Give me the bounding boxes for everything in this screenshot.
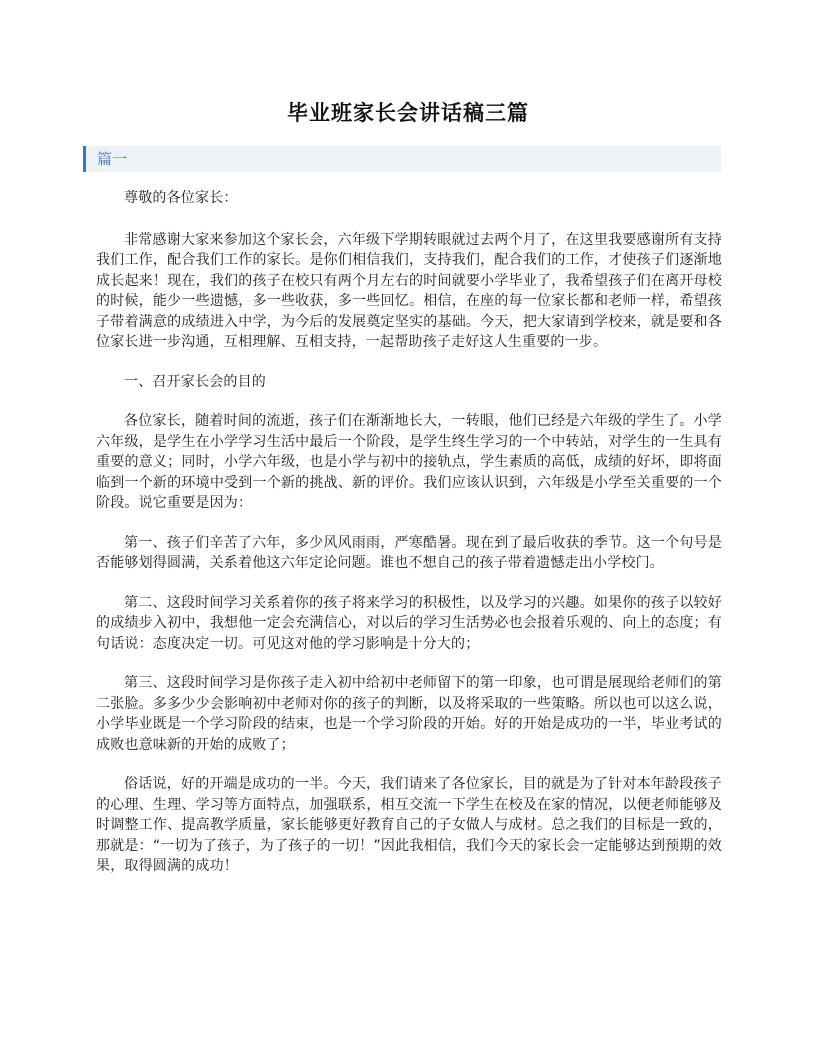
section-heading: 一、召开家长会的目的: [124, 373, 266, 390]
body-paragraph: 各位家长，随着时间的流逝，孩子们在渐渐地长大，一转眼，他们已经是六年级的学生了。小学六年级，是学生在小学学习生活中最后一个阶段，是学生终生学习的一个中转站，对学生的一生具有重要的意义；同时，小学六年级，也是小学与初中的接轨点，学生素质的高低，成绩的好坏，即将面临到一个新的环境中受到一个新的挑战、新的评价。我们应该认识到，六年级是小学至关重要的一个阶段。说它重要是因为：: [96, 413, 722, 511]
section-label: 篇一: [97, 150, 128, 168]
document-title: 毕业班家长会讲话稿三篇: [287, 100, 529, 125]
intro-paragraph: 非常感谢大家来参加这个家长会，六年级下学期转眼就过去两个月了，在这里我要感谢所有支持我们工作，配合我们工作的家长。是你们相信我们，支持我们，配合我们的工作，才使孩子们逐渐地成长起来！现在，我们的孩子在校只有两个月左右的时间就要小学毕业了，我希望孩子们在离开母校的时候，能少一些遗憾，多一些收获，多一些回忆。相信，在座的每一位家长都和老师一样，希望孩子带着满意的成绩进入中学，为今后的发展奠定坚实的基础。今天，把大家请到学校来，就是要和各位家长进一步沟通，互相理解、互相支持，一起帮助孩子走好这人生重要的一步。: [96, 231, 722, 350]
section-header: [83, 146, 721, 172]
greeting-paragraph: 尊敬的各位家长：: [124, 190, 238, 206]
body-paragraph: 第三、这段时间学习是你孩子走入初中给初中老师留下的第一印象，也可谓是展现给老师们的第二张脸。多多少少会影响初中老师对你的孩子的判断，以及将采取的一些策略。所以也可以这么说，小学毕业既是一个学习阶段的结束，也是一个学习阶段的开始。好的开始是成功的一半，毕业考试的成败也意味新的开始的成败了；: [96, 675, 722, 753]
document-body: [96, 188, 722, 896]
closing-paragraph: 俗话说，好的开端是成功的一半。今天，我们请来了各位家长，目的就是为了针对本年龄段孩子的心理、生理、学习等方面特点，加强联系，相互交流一下学生在校及在家的情况，以便老师能够及时调整工作、提高教学质量，家长能够更好教育自己的子女做人与成材。总之我们的目标是一致的，那就是：“一切为了孩子，为了孩子的一切！”因此我相信，我们今天的家长会一定能够达到预期的效果，取得圆满的成功！: [96, 776, 722, 874]
body-paragraph: 第一、孩子们辛苦了六年，多少风风雨雨，严寒酷暑。现在到了最后收获的季节。这一个句号是否能够划得圆满，关系着他这六年定论问题。谁也不想自己的孩子带着遗憾走出小学校门。: [96, 534, 722, 571]
body-paragraph: 第二、这段时间学习关系着你的孩子将来学习的积极性，以及学习的兴趣。如果你的孩子以较好的成绩步入初中，我想他一定会充满信心，对以后的学习生活势必也会报着乐观的、向上的态度；有句话说：态度决定一切。可见这对他的学习影响是十分大的；: [96, 594, 722, 652]
